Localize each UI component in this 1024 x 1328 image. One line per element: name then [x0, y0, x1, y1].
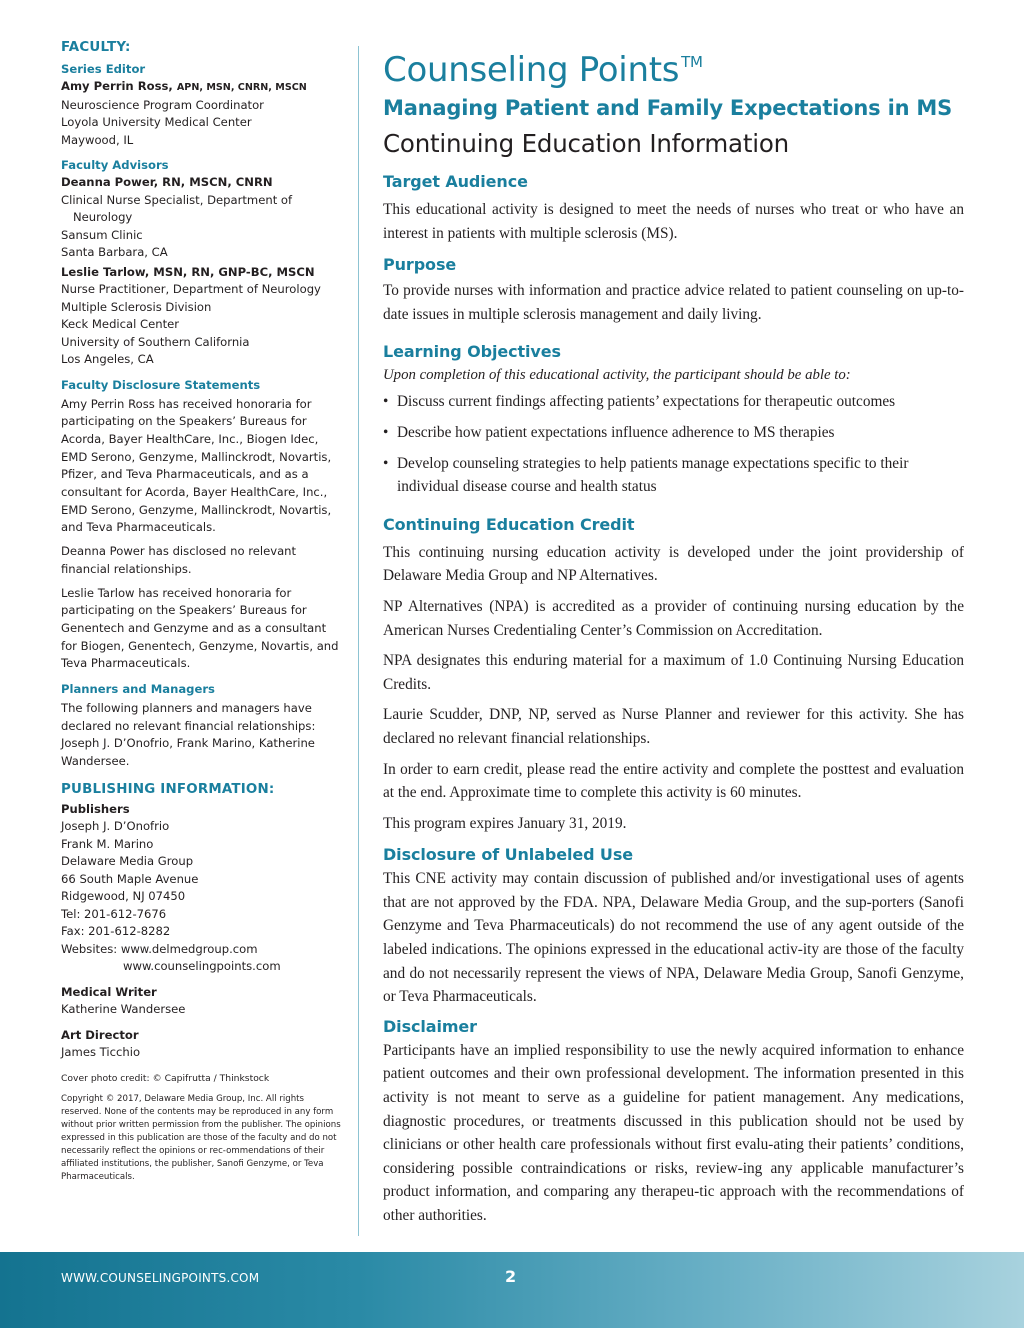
sidebar-faculty-column — [61, 40, 343, 1185]
medical-writer-name: Katherine Wandersee — [61, 1002, 186, 1017]
publisher-line: 66 South Maple Avenue — [61, 871, 199, 886]
series-editor-label: Series Editor — [61, 62, 146, 76]
advisor-line: Keck Medical Center — [61, 317, 180, 331]
advisor-line: Nurse Practitioner, Department of Neurology — [61, 282, 321, 296]
advisor-line: Multiple Sclerosis Division — [61, 299, 212, 314]
disclosure-statement: Deanna Power has disclosed no relevant financial relationships. — [61, 544, 297, 576]
editor-line: Maywood, IL — [61, 132, 134, 147]
bullet-icon: • — [383, 423, 389, 441]
objective-text: Develop counseling strategies to help patients manage expectations specific to their individual disease course and health status — [397, 454, 909, 496]
ce-paragraph: This continuing nursing education activity is developed under the joint providership of Delaware Media Group and NP Alternatives. — [383, 543, 964, 585]
title-text: Counseling Points — [383, 50, 680, 90]
faculty-advisors-label: Faculty Advisors — [61, 158, 169, 172]
issue-subtitle: Managing Patient and Family Expectations in MS — [383, 96, 953, 120]
publishers-label: Publishers — [61, 801, 130, 816]
editor-credentials: APN, MSN, CNRN, MSCN — [176, 82, 307, 93]
advisor-line: University of Southern California — [61, 334, 250, 349]
ce-paragraph: In order to earn credit, please read the entire activity and complete the posttest and evaluation at the end. Approximate time to complete this activity is 60 minutes. — [383, 760, 964, 802]
advisor-line: Neurology — [73, 210, 133, 224]
publisher-line: Tel: 201-612-7676 — [61, 906, 167, 921]
page-number: 2 — [505, 1267, 517, 1286]
disclosure-label: Faculty Disclosure Statements — [61, 377, 261, 392]
art-director-label: Art Director — [61, 1027, 139, 1042]
footer-website-link[interactable]: WWW.COUNSELINGPOINTS.COM — [61, 1271, 260, 1285]
list-item — [383, 421, 964, 445]
trademark-symbol: TM — [681, 53, 703, 71]
cover-photo-credit: Cover photo credit: © Capifrutta / Thinkstock — [61, 1072, 270, 1084]
editor-name — [61, 78, 343, 97]
bullet-icon: • — [383, 454, 389, 472]
section-heading-ce-credit: Continuing Education Credit — [383, 514, 635, 534]
bullet-icon: • — [383, 393, 389, 411]
editor-line: Neuroscience Program Coordinator — [61, 97, 264, 112]
objective-text: Describe how patient expectations influence adherence to MS therapies — [397, 423, 835, 441]
section-heading-target-audience: Target Audience — [383, 172, 528, 191]
main-content-column — [383, 40, 964, 1228]
planners-text: The following planners and managers have declared no relevant financial relationships: Joseph J. D’Onofrio, Frank Marino, Katherine Wandersee. — [61, 701, 316, 769]
publisher-line: Fax: 201-612-8282 — [61, 924, 171, 939]
purpose-text: To provide nurses with information and practice advice related to patient counseling on up-to-date issues in multiple sclerosis management and daily living. — [383, 282, 964, 323]
publishing-heading: PUBLISHING INFORMATION: — [61, 781, 275, 797]
target-audience-text: This educational activity is designed to meet the needs of nurses who treat or who have an interest in patients with multiple sclerosis (MS). — [383, 201, 964, 242]
ce-paragraph: NP Alternatives (NPA) is accredited as a provider of continuing nursing education by the American Nurses Credentialing Center’s Commission on Accreditation. — [383, 597, 964, 639]
copyright-notice: Copyright © 2017, Delaware Media Group, Inc. All rights reserved. None of the contents may be reproduced in any form without prior written permission from the publisher. The opinions expressed in this publication are those of the faculty and do not necessarily reflect the opinions or rec-ommendations of their affiliated institutions, the publisher, Sanofi Genzyme, or Teva Pharmaceuticals. — [61, 1093, 341, 1183]
advisor-line: Santa Barbara, CA — [61, 245, 168, 259]
list-item — [383, 452, 964, 499]
publisher-line: Websites: www.delmedgroup.com — [61, 941, 258, 956]
faculty-heading: FACULTY: — [61, 40, 131, 55]
ce-paragraph: This program expires January 31, 2019. — [383, 814, 627, 832]
editor-line: Loyola University Medical Center — [61, 115, 252, 129]
page-title: Continuing Education Information — [383, 129, 789, 158]
section-heading-unlabeled-use: Disclosure of Unlabeled Use — [383, 845, 633, 865]
publisher-line: Frank M. Marino — [61, 836, 154, 851]
art-director-name: James Ticchio — [61, 1045, 141, 1060]
section-heading-disclaimer: Disclaimer — [383, 1016, 477, 1036]
editor-name-text: Amy Perrin Ross, — [61, 79, 173, 93]
advisor-line: Clinical Nurse Specialist, Department of — [61, 192, 293, 207]
section-heading-learning-objectives: Learning Objectives — [383, 342, 561, 362]
planners-label: Planners and Managers — [61, 682, 215, 697]
advisor-line: Sansum Clinic — [61, 227, 143, 242]
advisor-name: Deanna Power, RN, MSCN, CNRN — [61, 175, 273, 189]
publisher-line: Ridgewood, NJ 07450 — [61, 889, 186, 904]
ce-paragraph: Laurie Scudder, DNP, NP, served as Nurse Planner and reviewer for this activity. She has declared no relevant financial relationships. — [383, 706, 964, 747]
objectives-list — [383, 390, 964, 498]
disclosure-statement: Amy Perrin Ross has received honoraria for participating on the Speakers’ Bureaus for Acorda, Bayer HealthCare, Inc., Biogen Idec, EMD Serono, Genzyme, Mallinckrodt, Novartis, Pfizer, and Teva Pharmaceuticals, and as a consultant for Acorda, Bayer HealthCare, Inc., EMD Serono, Genzyme, Mallinckrodt, Novartis, and Teva Pharmaceuticals. — [61, 396, 332, 535]
disclaimer-text: Participants have an implied responsibility to use the newly acquired information to enhance patient outcomes and their own professional development. The information presented in this activity is not meant to serve as a guideline for patient management. Any medications, diagnostic procedures, or treatments discussed in this publication should not be used by clinicians or other health care professionals without first evalu-ating their patients’ conditions, considering possible contraindications or risks, review-ing any applicable manufacturer’s product information, and comparing any therapeu-tic approach with the recommendations of other authorities. — [383, 1041, 964, 1224]
section-heading-purpose: Purpose — [383, 255, 457, 275]
website-line: www.counselingpoints.com — [123, 959, 281, 974]
column-divider — [358, 46, 359, 1236]
unlabeled-use-text: This CNE activity may contain discussion of published and/or investigational uses of agents that are not approved by the FDA. NPA, Delaware Media Group, and the sup-porters (Sanofi Genzyme and Teva Pharmaceuticals) do not recommend the use of any agent outside of the labeled indications. The opinions expressed in the educational activ-ity are those of the faculty and do not necessarily represent the views of NPA, Delaware Media Group, Sanofi Genzyme, or Teva Pharmaceuticals. — [383, 870, 964, 1006]
list-item — [383, 390, 964, 414]
disclosure-statement: Leslie Tarlow has received honoraria for participating on the Speakers’ Bureaus for Genentech and Genzyme and as a consultant for Biogen, Genentech, Genzyme, Novartis, and Teva Pharmaceuticals. — [61, 585, 339, 671]
ce-paragraph: NPA designates this enduring material for a maximum of 1.0 Continuing Nursing Education Credits. — [383, 652, 964, 693]
advisor-name: Leslie Tarlow, MSN, RN, GNP-BC, MSCN — [61, 264, 315, 279]
publication-title — [383, 40, 964, 92]
page-footer — [0, 1252, 1024, 1328]
objective-text: Discuss current findings affecting patients’ expectations for therapeutic outcomes — [397, 393, 896, 411]
objectives-intro: Upon completion of this educational activity, the participant should be able to: — [383, 367, 851, 384]
publisher-line: Delaware Media Group — [61, 854, 194, 869]
advisor-line: Los Angeles, CA — [61, 352, 154, 366]
medical-writer-label: Medical Writer — [61, 984, 157, 999]
publisher-line: Joseph J. D’Onofrio — [61, 819, 170, 834]
